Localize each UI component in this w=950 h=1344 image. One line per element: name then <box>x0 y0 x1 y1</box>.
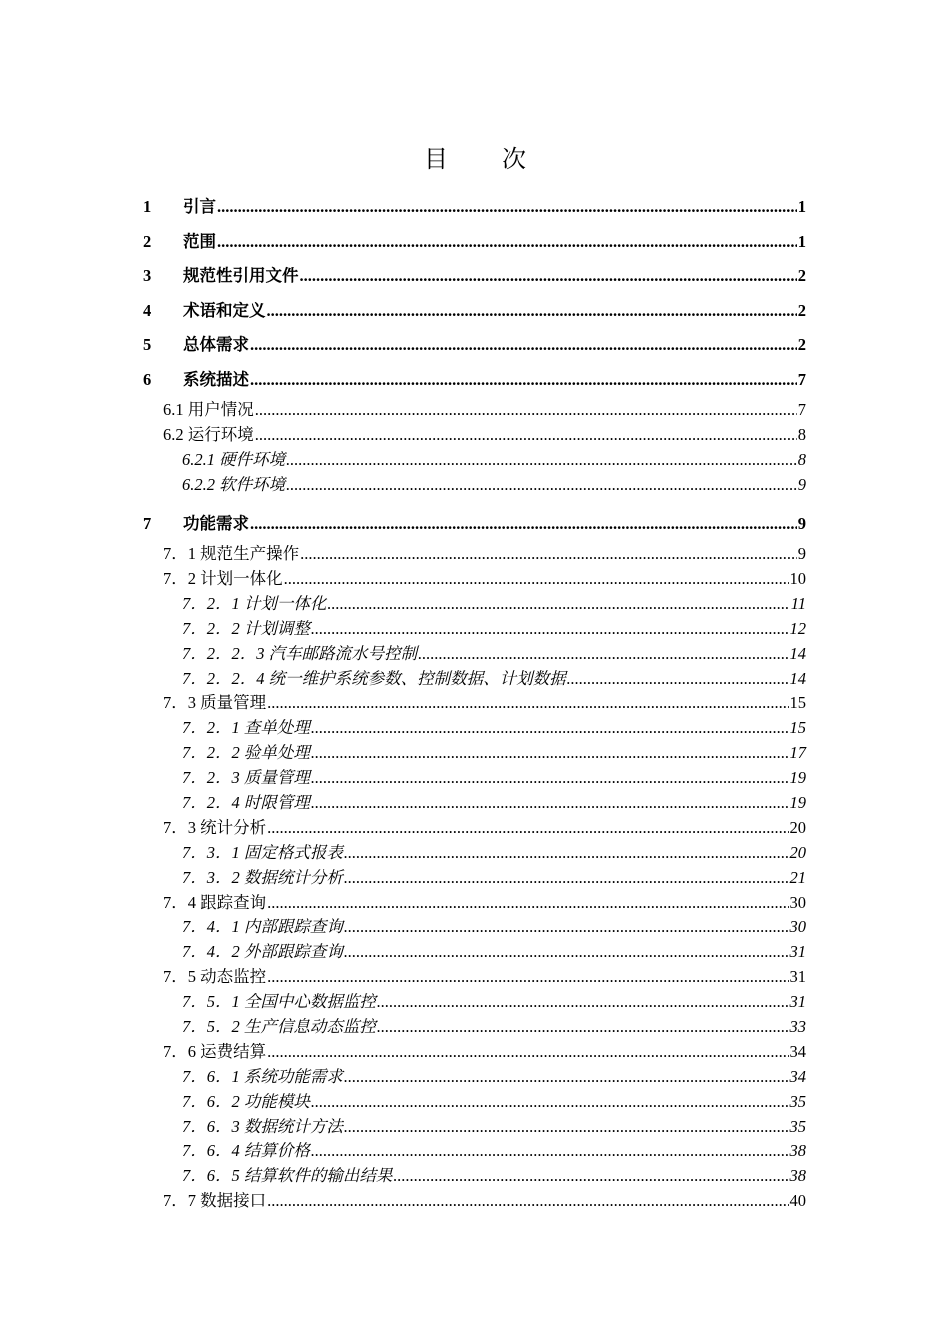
toc-entry-label: 术语和定义 <box>183 300 266 320</box>
dot-leader <box>250 363 797 397</box>
dot-leader <box>311 616 789 641</box>
dot-leader <box>311 1138 789 1163</box>
toc-entry-label: 7．2．3 质量管理 <box>182 768 310 788</box>
dot-leader <box>311 1089 789 1114</box>
toc-entry-page-number: 15 <box>789 718 806 738</box>
toc-entry[interactable] <box>143 939 806 964</box>
toc-entry[interactable] <box>143 541 806 566</box>
toc-entry[interactable] <box>143 989 806 1014</box>
toc-entry[interactable] <box>143 1039 806 1064</box>
toc-entry-page-number: 8 <box>797 424 806 444</box>
toc-entry-number: 1 <box>143 197 152 216</box>
toc-entry[interactable] <box>143 1114 806 1139</box>
dot-leader <box>344 865 789 890</box>
toc-entry[interactable] <box>143 666 806 691</box>
toc-entry-label: 规范性引用文件 <box>183 266 299 285</box>
dot-leader <box>311 765 789 790</box>
toc-entry-label: 7．3．2 数据统计分析 <box>182 867 343 887</box>
toc-entry-page-number: 10 <box>789 568 806 588</box>
toc-entry[interactable] <box>143 363 806 398</box>
dot-leader <box>267 890 788 915</box>
toc-entry-page-number: 30 <box>789 892 806 912</box>
toc-entry-number: 6 <box>143 369 152 389</box>
toc-entry-page-number: 40 <box>789 1191 806 1211</box>
toc-entry-page-number: 7 <box>797 400 806 419</box>
toc-entry-label: 7．3．1 固定格式报表 <box>182 842 343 862</box>
toc-entry-page-number: 9 <box>797 513 806 533</box>
dot-leader <box>344 1064 789 1089</box>
dot-leader <box>286 447 797 472</box>
toc-entry-label: 7．2．2．4 统一维护系统参数、控制数据、计划数据 <box>182 668 566 688</box>
dot-leader <box>567 666 789 691</box>
toc-entry[interactable] <box>143 225 806 260</box>
toc-entry-label: 引言 <box>183 197 216 216</box>
toc-entry[interactable] <box>143 740 806 765</box>
dot-leader <box>344 1114 789 1139</box>
dot-leader <box>344 840 789 865</box>
toc-entry-page-number: 20 <box>789 817 806 837</box>
toc-entry-page-number: 33 <box>789 1016 806 1036</box>
toc-entry-label: 7．2．2．3 汽车邮路流水号控制 <box>182 643 418 663</box>
toc-entry-number: 3 <box>143 266 152 285</box>
toc-entry-label: 功能需求 <box>183 513 249 533</box>
dot-leader <box>217 190 797 224</box>
table-of-contents <box>143 190 806 1213</box>
toc-entry[interactable] <box>143 964 806 989</box>
toc-entry[interactable] <box>143 840 806 865</box>
toc-entry-page-number: 8 <box>797 449 806 469</box>
toc-entry[interactable] <box>143 190 806 225</box>
dot-leader <box>311 790 789 815</box>
toc-entry-label: 7．2．1 查单处理 <box>182 718 310 738</box>
dot-leader <box>344 939 789 964</box>
toc-entry[interactable] <box>143 566 806 591</box>
toc-entry-label: 总体需求 <box>183 335 249 354</box>
toc-entry[interactable] <box>143 914 806 939</box>
toc-entry[interactable] <box>143 865 806 890</box>
toc-entry-page-number: 2 <box>797 335 806 354</box>
toc-entry-page-number: 34 <box>789 1066 806 1086</box>
toc-entry[interactable] <box>143 259 806 294</box>
toc-entry[interactable] <box>143 1163 806 1188</box>
dot-leader <box>267 1039 788 1064</box>
dot-leader <box>393 1163 788 1188</box>
dot-leader <box>300 541 797 566</box>
toc-entry-label: 7．6．1 系统功能需求 <box>182 1066 343 1086</box>
toc-entry-page-number: 20 <box>789 842 806 862</box>
toc-entry-label: 7．3 质量管理 <box>163 693 267 713</box>
dot-leader <box>344 914 789 939</box>
toc-entry[interactable] <box>143 765 806 790</box>
toc-entry-page-number: 34 <box>789 1041 806 1061</box>
page-title: 目 次 <box>424 147 550 173</box>
toc-entry[interactable] <box>143 690 806 715</box>
toc-entry[interactable] <box>143 815 806 840</box>
toc-entry-page-number: 1 <box>797 197 806 216</box>
toc-entry-label: 7．2．1 计划一体化 <box>182 593 327 613</box>
dot-leader <box>267 690 788 715</box>
toc-entry-label: 7．6 运费结算 <box>163 1041 267 1061</box>
toc-entry-label: 7．7 数据接口 <box>163 1191 267 1211</box>
dot-leader <box>418 641 788 666</box>
toc-entry-label: 7．6．3 数据统计方法 <box>182 1116 343 1136</box>
toc-entry-number: 2 <box>143 231 152 251</box>
toc-entry-page-number: 15 <box>789 693 806 713</box>
toc-entry-page-number: 38 <box>789 1141 806 1161</box>
toc-entry-label: 6.2.2 软件环境 <box>182 474 286 494</box>
dot-leader <box>327 591 789 616</box>
dot-leader <box>255 422 797 447</box>
toc-entry-label: 7．6．2 功能模块 <box>182 1091 310 1111</box>
toc-entry[interactable] <box>143 591 806 616</box>
toc-entry-page-number: 31 <box>789 942 806 962</box>
toc-entry-label: 7．2．4 时限管理 <box>182 792 310 812</box>
toc-entry-page-number: 9 <box>797 474 806 494</box>
toc-entry-number: 4 <box>143 300 152 320</box>
toc-entry-page-number: 2 <box>797 300 806 320</box>
toc-entry-label: 7．3 统计分析 <box>163 817 267 837</box>
toc-entry-page-number: 19 <box>789 792 806 812</box>
toc-entry-page-number: 35 <box>789 1091 806 1111</box>
toc-entry[interactable] <box>143 890 806 915</box>
toc-entry-page-number: 2 <box>797 266 806 285</box>
toc-entry-label: 7．4 跟踪查询 <box>163 892 267 912</box>
toc-entry-page-number: 31 <box>789 967 806 987</box>
dot-leader <box>250 328 797 362</box>
toc-entry-number: 5 <box>143 335 152 354</box>
toc-entry-number: 7 <box>143 513 152 533</box>
toc-entry[interactable] <box>143 328 806 363</box>
toc-entry-label: 7．4．2 外部跟踪查询 <box>182 942 343 962</box>
toc-entry[interactable] <box>143 294 806 329</box>
toc-entry-label: 7．5．1 全国中心数据监控 <box>182 992 376 1012</box>
toc-entry-page-number: 14 <box>789 643 806 663</box>
dot-leader <box>267 294 797 328</box>
toc-entry[interactable] <box>143 472 806 497</box>
toc-entry-page-number: 21 <box>789 867 806 887</box>
dot-leader <box>284 566 789 591</box>
dot-leader <box>217 225 797 259</box>
dot-leader <box>267 815 788 840</box>
toc-entry[interactable] <box>143 641 806 666</box>
toc-entry-label: 7．6．4 结算价格 <box>182 1141 310 1161</box>
toc-entry-page-number: 38 <box>789 1166 806 1186</box>
toc-entry-label: 6.1 用户情况 <box>163 400 254 419</box>
toc-entry[interactable] <box>143 447 806 472</box>
toc-entry[interactable] <box>143 507 806 542</box>
toc-entry-label: 7．2．2 验单处理 <box>182 743 310 763</box>
dot-leader <box>255 397 797 422</box>
toc-entry-page-number: 7 <box>797 369 806 389</box>
toc-entry-page-number: 14 <box>789 668 806 688</box>
toc-entry-label: 7．4．1 内部跟踪查询 <box>182 917 343 937</box>
toc-entry-label: 7．2 计划一体化 <box>163 568 283 588</box>
toc-entry[interactable] <box>143 715 806 740</box>
toc-entry[interactable] <box>143 1014 806 1039</box>
toc-entry[interactable] <box>143 1138 806 1163</box>
toc-entry-label: 7．5．2 生产信息动态监控 <box>182 1016 376 1036</box>
dot-leader <box>311 715 789 740</box>
toc-entry[interactable] <box>143 616 806 641</box>
dot-leader <box>377 989 789 1014</box>
toc-entry-page-number: 12 <box>789 618 806 638</box>
toc-entry-label: 7．5 动态监控 <box>163 967 267 987</box>
toc-entry[interactable] <box>143 1064 806 1089</box>
toc-entry-label: 7．6．5 结算软件的输出结果 <box>182 1166 393 1186</box>
toc-entry-label: 系统描述 <box>183 369 249 389</box>
toc-entry[interactable] <box>143 422 806 447</box>
toc-entry-page-number: 31 <box>789 992 806 1012</box>
dot-leader <box>250 507 797 541</box>
toc-entry-label: 6.2 运行环境 <box>163 424 254 444</box>
dot-leader <box>377 1014 789 1039</box>
toc-entry[interactable] <box>143 1089 806 1114</box>
toc-entry-page-number: 17 <box>789 743 806 763</box>
toc-entry-page-number: 1 <box>797 231 806 251</box>
toc-entry-page-number: 35 <box>789 1116 806 1136</box>
toc-entry-label: 范围 <box>183 231 216 251</box>
dot-leader <box>267 1188 788 1213</box>
dot-leader <box>311 740 789 765</box>
toc-entry-label: 7．1 规范生产操作 <box>163 544 300 564</box>
toc-entry-label: 7．2．2 计划调整 <box>182 618 310 638</box>
dot-leader <box>267 964 788 989</box>
dot-leader <box>286 472 797 497</box>
toc-entry-page-number: 9 <box>797 544 806 564</box>
toc-entry[interactable] <box>143 1188 806 1213</box>
dot-leader <box>300 259 797 293</box>
toc-entry[interactable] <box>143 790 806 815</box>
toc-entry-page-number: 19 <box>789 768 806 788</box>
toc-entry-page-number: 30 <box>789 917 806 937</box>
toc-entry[interactable] <box>143 397 806 422</box>
toc-entry-label: 6.2.1 硬件环境 <box>182 449 286 469</box>
toc-entry-page-number: 11 <box>790 593 806 613</box>
